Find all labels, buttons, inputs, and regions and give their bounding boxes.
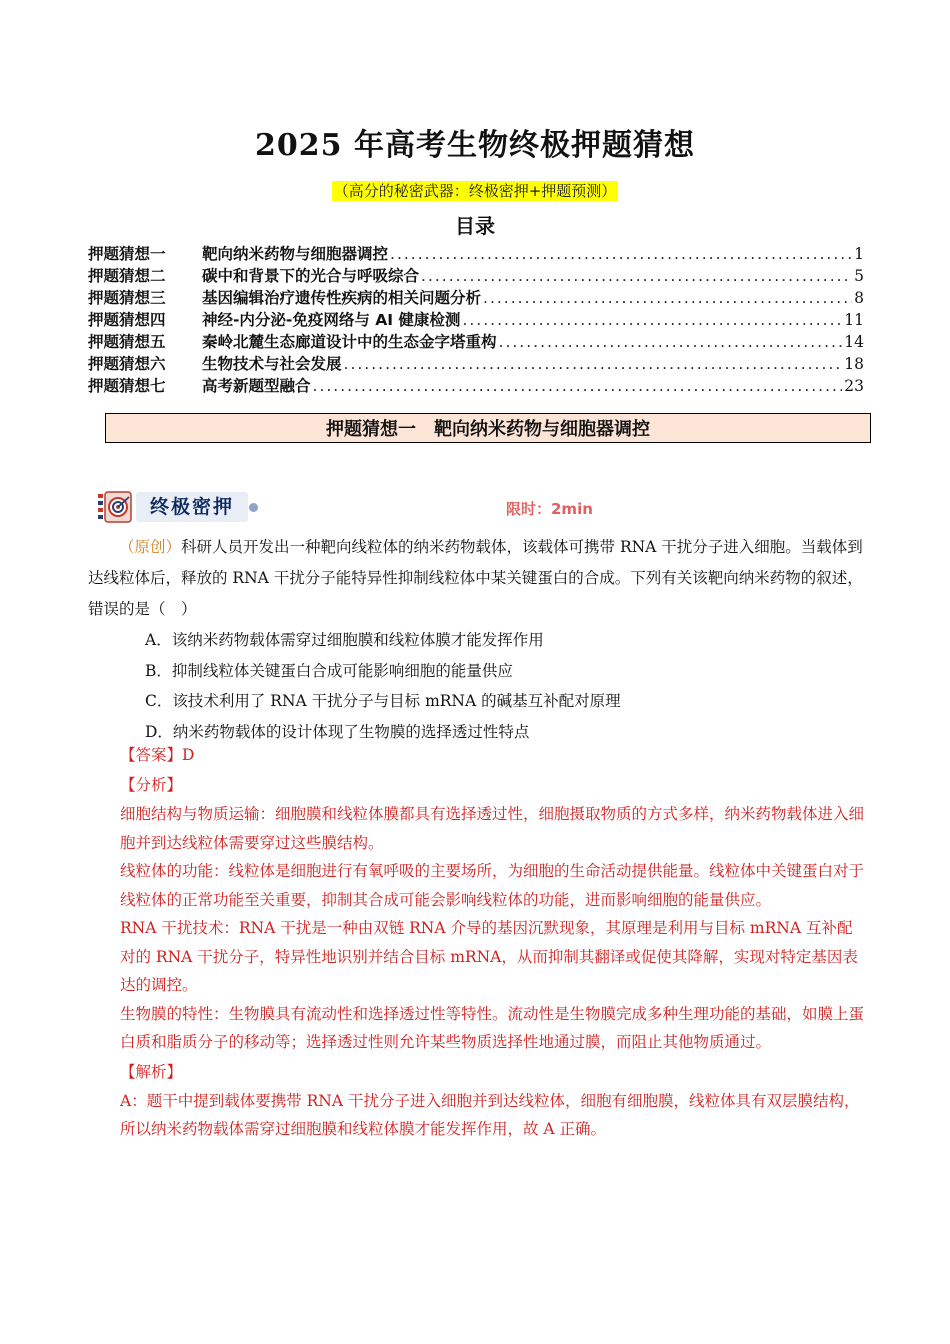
toc-entry-page: 23 xyxy=(844,377,864,395)
question xyxy=(88,532,864,747)
question-options xyxy=(88,625,864,747)
toc-entry-page: 18 xyxy=(844,355,864,373)
toc-entry-page: 1 xyxy=(854,245,864,263)
subtitle-wrap xyxy=(0,180,950,201)
badge-label: 终极密押 xyxy=(136,492,248,522)
toc-dot-leader xyxy=(462,311,842,329)
toc-entry[interactable] xyxy=(88,308,864,330)
toc-entry-page: 11 xyxy=(844,311,864,329)
analysis-paragraph: 细胞结构与物质运输：细胞膜和线粒体膜都具有选择透过性，细胞摄取物质的方式多样，纳米药物载体进入细胞并到达线粒体需要穿过这些膜结构。 xyxy=(120,805,865,852)
toc-entry-number: 押题猜想三 xyxy=(88,289,166,307)
toc-heading: 目录 xyxy=(455,214,495,238)
toc-entry[interactable] xyxy=(88,264,864,286)
analysis-paragraph: RNA 干扰技术：RNA 干扰是一种由双链 RNA 介导的基因沉默现象，其原理是利用与目标 mRNA 互补配对的 RNA 干扰分子，特异性地识别并结合目标 mRNA，从而抑制其翻译或促使其降解，实现对特定基因表达的调控。 xyxy=(120,919,858,994)
section-title: 押题猜想一 靶向纳米药物与细胞器调控 xyxy=(105,413,871,443)
document-title: 2025 年高考生物终极押题猜想 xyxy=(255,128,695,163)
target-icon xyxy=(96,488,136,526)
toc-entry-title: 生物技术与社会发展 xyxy=(202,355,342,373)
toc-entry[interactable] xyxy=(88,286,864,308)
explanation xyxy=(120,1087,864,1144)
document-subtitle: （高分的秘密武器：终极密押+押题预测） xyxy=(333,182,617,200)
question-stem xyxy=(88,532,864,625)
toc-entry-number: 押题猜想二 xyxy=(88,267,166,285)
toc-dot-leader xyxy=(499,333,843,351)
table-of-contents xyxy=(88,242,864,396)
explain-label: 【解析】 xyxy=(120,1062,183,1081)
toc-entry-page: 5 xyxy=(854,267,864,285)
answer-block xyxy=(120,740,864,1144)
toc-entry-number: 押题猜想五 xyxy=(88,333,166,351)
toc-entry-title: 基因编辑治疗遗传性疾病的相关问题分析 xyxy=(202,289,482,307)
explanation-paragraph: A：题干中提到载体要携带 RNA 干扰分子进入细胞并到达线粒体，细胞有细胞膜，线粒体具有双层膜结构，所以纳米药物载体需穿过细胞膜和线粒体膜才能发挥作用，故 A 正确。 xyxy=(120,1091,860,1138)
question-tag: （原创） xyxy=(119,538,182,556)
toc-entry[interactable] xyxy=(88,330,864,352)
badge xyxy=(96,488,258,526)
toc-dot-leader xyxy=(421,267,852,285)
analysis xyxy=(120,800,864,1057)
badge-dot xyxy=(249,503,258,512)
question-text: 科研人员开发出一种靶向线粒体的纳米药物载体，该载体可携带 RNA 干扰分子进入细胞。当载体到达线粒体后，释放的 RNA 干扰分子能特异性抑制线粒体中某关键蛋白的合成。下列有关该靶向纳米药物的叙述，错误的是（ ） xyxy=(88,538,863,618)
toc-entry-title: 高考新题型融合 xyxy=(202,377,311,395)
toc-entry[interactable] xyxy=(88,242,864,264)
toc-entry[interactable] xyxy=(88,374,864,396)
toc-dot-leader xyxy=(390,245,852,263)
toc-entry-page: 14 xyxy=(844,333,864,351)
option-d: D．纳米药物载体的设计体现了生物膜的选择透过性特点 xyxy=(145,722,530,741)
toc-entry-number: 押题猜想六 xyxy=(88,355,166,373)
toc-entry-number: 押题猜想一 xyxy=(88,245,166,263)
toc-dot-leader xyxy=(313,377,843,395)
toc-entry[interactable] xyxy=(88,352,864,374)
toc-entry-title: 秦岭北麓生态廊道设计中的生态金字塔重构 xyxy=(202,333,497,351)
analysis-paragraph: 线粒体的功能：线粒体是细胞进行有氧呼吸的主要场所，为细胞的生命活动提供能量。线粒体中关键蛋白对于线粒体的正常功能至关重要，抑制其合成可能会影响线粒体的功能，进而影响细胞的能量供应。 xyxy=(120,862,865,909)
analysis-label: 【分析】 xyxy=(120,776,183,794)
toc-entry-number: 押题猜想七 xyxy=(88,377,166,395)
option-a: A．该纳米药物载体需穿过细胞膜和线粒体膜才能发挥作用 xyxy=(145,631,544,649)
toc-entry-page: 8 xyxy=(854,289,864,307)
toc-entry-number: 押题猜想四 xyxy=(88,311,166,329)
option-b: B．抑制线粒体关键蛋白合成可能影响细胞的能量供应 xyxy=(145,661,513,680)
toc-entry-title: 神经-内分泌-免疫网络与 AI 健康检测 xyxy=(202,311,461,329)
time-limit: 限时：2min xyxy=(506,500,593,518)
toc-entry-title: 靶向纳米药物与细胞器调控 xyxy=(202,245,389,263)
toc-entry-title: 碳中和背景下的光合与呼吸综合 xyxy=(202,267,420,285)
answer-line: 【答案】D xyxy=(120,746,195,764)
option-c: C．该技术利用了 RNA 干扰分子与目标 mRNA 的碱基互补配对原理 xyxy=(145,692,621,710)
analysis-paragraph: 生物膜的特性：生物膜具有流动性和选择透过性等特性。流动性是生物膜完成多种生理功能的基础，如膜上蛋白质和脂质分子的移动等；选择透过性则允许某些物质选择性地通过膜，而阻止其他物质通过。 xyxy=(120,1004,865,1051)
toc-dot-leader xyxy=(344,355,843,373)
toc-dot-leader xyxy=(483,289,852,307)
